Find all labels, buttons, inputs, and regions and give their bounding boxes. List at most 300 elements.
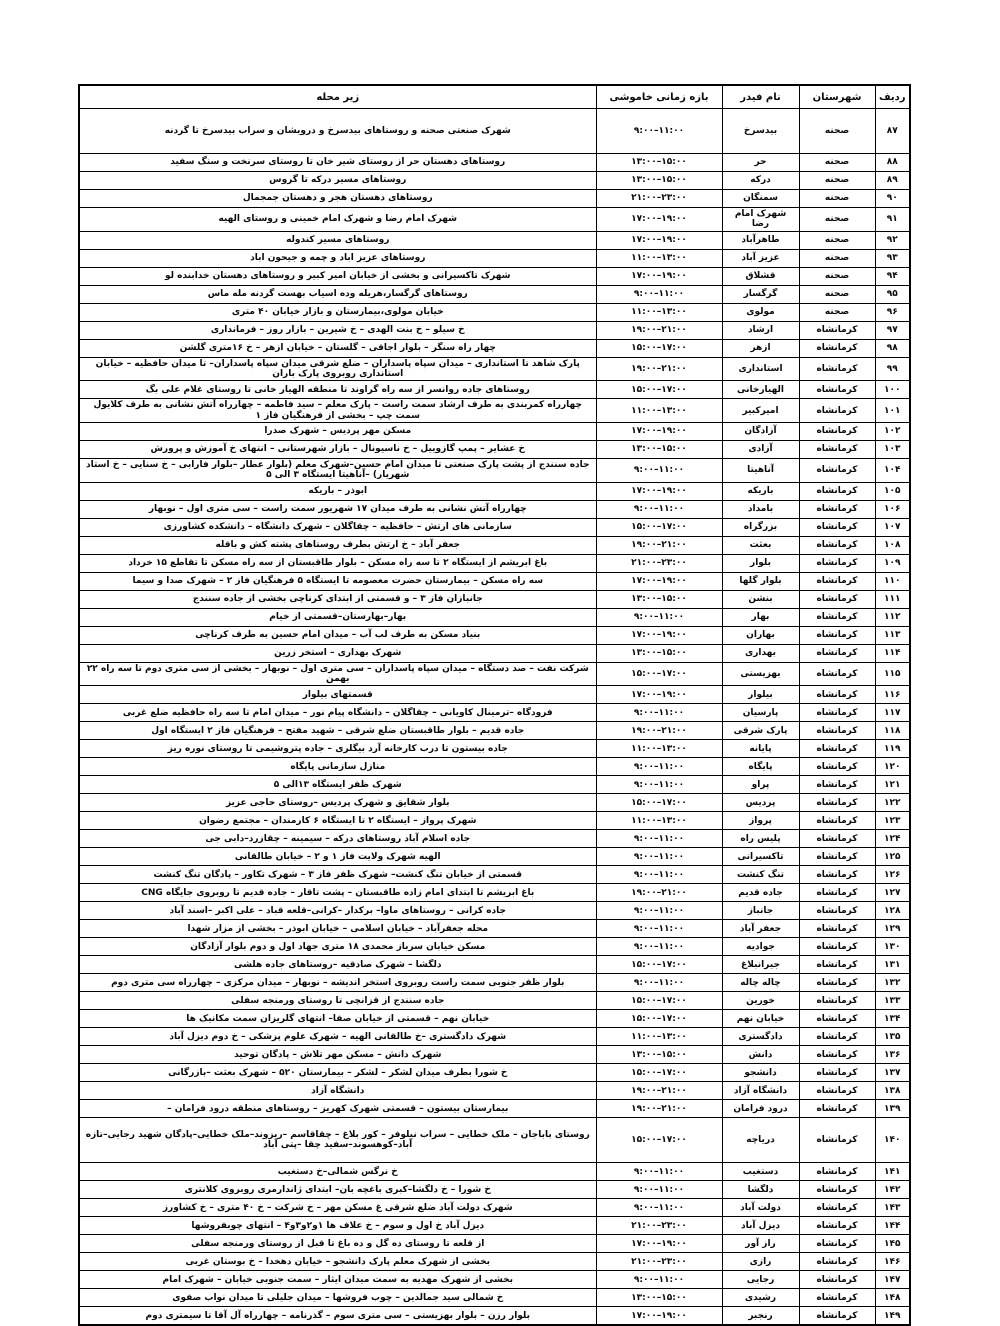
feeder-cell: تنگ کنشت — [722, 866, 799, 884]
county-cell: کرمانشاه — [799, 1199, 875, 1217]
time-cell: ۱۹:۰۰–۲۱:۰۰ — [596, 536, 722, 554]
area-cell: جعفر آباد – خ ارتش بطرف روستاهای پشته کش و باقله — [79, 536, 596, 554]
feeder-cell: بیلوار — [722, 686, 799, 704]
feeder-cell: چاله چاله — [722, 974, 799, 992]
table-row — [79, 1253, 910, 1271]
time-cell: ۹:۰۰–۱۱:۰۰ — [596, 1163, 722, 1181]
header-outage-time: بازه زمانی خاموشی — [596, 85, 722, 109]
county-cell: کرمانشاه — [799, 423, 875, 441]
feeder-cell: سمنگان — [722, 190, 799, 208]
county-cell: کرمانشاه — [799, 866, 875, 884]
area-cell: شهرک پرواز – ایستگاه ۲ تا ایستگاه ۶ کارمندان – مجتمع رضوان — [79, 812, 596, 830]
table-row — [79, 1289, 910, 1307]
row-number-cell: ۱۴۴ — [875, 1217, 910, 1235]
feeder-cell: گرگسار — [722, 285, 799, 303]
table-row — [79, 536, 910, 554]
county-cell: صحنه — [799, 267, 875, 285]
header-county: شهرستان — [799, 85, 875, 109]
area-cell: مسکن خیابان سرباز محمدی ۱۸ متری جهاد اول و دوم بلوار آزادگان — [79, 938, 596, 956]
table-row — [79, 172, 910, 190]
time-cell: ۱۳:۰۰–۱۵:۰۰ — [596, 644, 722, 662]
row-number-cell: ۱۰۲ — [875, 423, 910, 441]
area-cell: سازمانی های ارتش – حافظیه – چقاگلان – شهرک دانشگاه – دانشکده کشاورزی — [79, 518, 596, 536]
county-cell: کرمانشاه — [799, 590, 875, 608]
time-cell: ۱۹:۰۰–۲۱:۰۰ — [596, 722, 722, 740]
area-cell: شهرک دولت آباد ضلع شرقی غ مسکن مهر – خ شرکت – خ ۴۰ متری – خ کشاورز — [79, 1199, 596, 1217]
feeder-cell: بنشن — [722, 590, 799, 608]
feeder-cell: بهار — [722, 608, 799, 626]
row-number-cell: ۱۰۷ — [875, 518, 910, 536]
row-number-cell: ۸۸ — [875, 154, 910, 172]
row-number-cell: ۱۳۱ — [875, 956, 910, 974]
area-cell: دانشگاه آزاد — [79, 1082, 596, 1100]
area-cell: بخشی از شهرک مهدیه به سمت میدان ایثار – سمت جنوبی خیابان – شهرک امام — [79, 1271, 596, 1289]
area-cell: چهارراه آتش نشانی به طرف میدان ۱۷ شهریور سمت راست – سی متری اول – نوبهار — [79, 500, 596, 518]
feeder-cell: پرواز — [722, 812, 799, 830]
table-row — [79, 938, 910, 956]
time-cell: ۱۵:۰۰–۱۷:۰۰ — [596, 992, 722, 1010]
time-cell: ۲۱:۰۰–۲۳:۰۰ — [596, 190, 722, 208]
time-cell: ۱۹:۰۰–۲۱:۰۰ — [596, 321, 722, 339]
table-row — [79, 109, 910, 154]
row-number-cell: ۱۱۲ — [875, 608, 910, 626]
row-number-cell: ۱۰۶ — [875, 500, 910, 518]
table-row — [79, 974, 910, 992]
row-number-cell: ۱۴۰ — [875, 1118, 910, 1163]
county-cell: صحنه — [799, 154, 875, 172]
area-cell: الهیه شهرک ولایت فاز ۱ و ۲ – خیابان طالقانی — [79, 848, 596, 866]
time-cell: ۱۷:۰۰–۱۹:۰۰ — [596, 1307, 722, 1326]
county-cell: کرمانشاه — [799, 608, 875, 626]
feeder-cell: رازی — [722, 1253, 799, 1271]
table-row — [79, 758, 910, 776]
county-cell: کرمانشاه — [799, 974, 875, 992]
time-cell: ۱۹:۰۰–۲۱:۰۰ — [596, 1100, 722, 1118]
area-cell: بخشی از شهرک معلم پارک دانشجو – خیابان دهخدا – خ بوستان غربی — [79, 1253, 596, 1271]
area-cell: قسمتی از خیابان تنگ کنشت– شهرک ظفر فاز ۳ – شهرک تکاور – پادگان تنگ کنشت — [79, 866, 596, 884]
area-cell: روستاهای دهستان حر از روستای شیر خان تا روستای سرنخت و سنگ سفید — [79, 154, 596, 172]
area-cell: بلوار رزن – بلوار بهزیستی – سی متری سوم – گذرنامه – چهارراه آل آقا تا سیمتری دوم — [79, 1307, 596, 1326]
area-cell: روستاهای مسیر درکه تا گروس — [79, 172, 596, 190]
county-cell: صحنه — [799, 109, 875, 154]
area-cell: بلوار ظفر جنوبی سمت راست روبروی استخر اندیشه – نوبهار – میدان مرکزی – چهارراه سی متری دوم — [79, 974, 596, 992]
table-row — [79, 1163, 910, 1181]
area-cell: پارک شاهد تا استانداری – میدان سپاه پاسداران – ضلع شرقی میدان سپاه پاسداران– تا میدان حافظیه – خیابان استانداری روبروی پارک باران — [79, 357, 596, 381]
feeder-cell: درود فرامان — [722, 1100, 799, 1118]
feeder-cell: شهرک امام رضا — [722, 208, 799, 232]
table-row — [79, 902, 910, 920]
time-cell: ۱۷:۰۰–۱۹:۰۰ — [596, 686, 722, 704]
table-row — [79, 249, 910, 267]
time-cell: ۱۵:۰۰–۱۷:۰۰ — [596, 339, 722, 357]
row-number-cell: ۱۱۴ — [875, 644, 910, 662]
area-cell: شرکت نفت – صد دستگاه – میدان سپاه پاسداران – سی متری اول – نوبهار – بخشی از سی متری دوم تا سه راه ۲۲ بهمن — [79, 662, 596, 686]
table-row — [79, 441, 910, 459]
time-cell: ۱۳:۰۰–۱۵:۰۰ — [596, 590, 722, 608]
feeder-cell: ارشاد — [722, 321, 799, 339]
row-number-cell: ۸۷ — [875, 109, 910, 154]
area-cell: چهار راه سنگر – بلوار اجاقی – گلستان – خیابان ازهر – خ ۱۶متری گلشن — [79, 339, 596, 357]
area-cell: خیابان مولوی،بیمارستان و بازار خیابان ۴۰ متری — [79, 303, 596, 321]
time-cell: ۱۵:۰۰–۱۷:۰۰ — [596, 662, 722, 686]
feeder-cell: پایانه — [722, 740, 799, 758]
row-number-cell: ۱۰۴ — [875, 459, 910, 483]
feeder-cell: خورین — [722, 992, 799, 1010]
feeder-cell: پراو — [722, 776, 799, 794]
row-number-cell: ۱۳۹ — [875, 1100, 910, 1118]
feeder-cell: الهیارخانی — [722, 381, 799, 399]
area-cell: سه راه مسکن – بیمارستان حضرت معصومه تا ایستگاه ۵ فرهنگیان فاز ۲ – شهرک صدا و سیما — [79, 572, 596, 590]
time-cell: ۱۹:۰۰–۲۱:۰۰ — [596, 1082, 722, 1100]
row-number-cell: ۱۴۹ — [875, 1307, 910, 1326]
county-cell: کرمانشاه — [799, 536, 875, 554]
feeder-cell: دیزل آباد — [722, 1217, 799, 1235]
table-row — [79, 1046, 910, 1064]
feeder-cell: بهزیستی — [722, 662, 799, 686]
time-cell: ۱۷:۰۰–۱۹:۰۰ — [596, 572, 722, 590]
time-cell: ۱۵:۰۰–۱۷:۰۰ — [596, 956, 722, 974]
area-cell: فرودگاه –ترمینال کاویانی – چقاگلان – دانشگاه پیام نور – میدان امام تا سه راه حافظیه ضلع غربی — [79, 704, 596, 722]
area-cell: روستاهای دهستان هجر و دهستان جمجمال — [79, 190, 596, 208]
row-number-cell: ۹۳ — [875, 249, 910, 267]
time-cell: ۹:۰۰–۱۱:۰۰ — [596, 830, 722, 848]
time-cell: ۹:۰۰–۱۱:۰۰ — [596, 109, 722, 154]
row-number-cell: ۱۳۶ — [875, 1046, 910, 1064]
feeder-cell: امیرکبیر — [722, 399, 799, 423]
row-number-cell: ۱۲۳ — [875, 812, 910, 830]
county-cell: کرمانشاه — [799, 357, 875, 381]
feeder-cell: بیدسرخ — [722, 109, 799, 154]
table-row — [79, 848, 910, 866]
county-cell: کرمانشاه — [799, 776, 875, 794]
table-row — [79, 1064, 910, 1082]
row-number-cell: ۱۱۱ — [875, 590, 910, 608]
row-number-cell: ۸۹ — [875, 172, 910, 190]
county-cell: صحنه — [799, 172, 875, 190]
area-cell: خ عشایر – پمپ گازوییل – خ ناسیونال – بازار شهرستانی – انتهای خ آموزش و پرورش — [79, 441, 596, 459]
time-cell: ۲۱:۰۰–۲۳:۰۰ — [596, 1253, 722, 1271]
time-cell: ۱۱:۰۰–۱۳:۰۰ — [596, 303, 722, 321]
row-number-cell: ۱۲۴ — [875, 830, 910, 848]
table-row — [79, 1082, 910, 1100]
table-row — [79, 812, 910, 830]
table-row — [79, 722, 910, 740]
time-cell: ۱۷:۰۰–۱۹:۰۰ — [596, 267, 722, 285]
row-number-cell: ۱۱۰ — [875, 572, 910, 590]
time-cell: ۱۳:۰۰–۱۵:۰۰ — [596, 1046, 722, 1064]
time-cell: ۹:۰۰–۱۱:۰۰ — [596, 902, 722, 920]
area-cell: روستای باباجان – ملک خطایی – سراب نیلوفر – کور بلاغ – چقاقاسم –ریزوند–ملک خطایی–پادگان شهید رجایی–تازه آباد–کوهسوند–سفید چقا –پتی آباد — [79, 1118, 596, 1163]
time-cell: ۹:۰۰–۱۱:۰۰ — [596, 459, 722, 483]
time-cell: ۹:۰۰–۱۱:۰۰ — [596, 920, 722, 938]
header-feeder-name: نام فیدر — [722, 85, 799, 109]
feeder-cell: دلگشا — [722, 1181, 799, 1199]
area-cell: روستاهای مسیر کندوله — [79, 231, 596, 249]
table-row — [79, 1118, 910, 1163]
county-cell: کرمانشاه — [799, 920, 875, 938]
table-header-row — [79, 85, 910, 109]
feeder-cell: دانشگاه آزاد — [722, 1082, 799, 1100]
area-cell: بیمارستان بیستون – قسمتی شهرک کهریز – روستاهای منطقه درود فرامان – — [79, 1100, 596, 1118]
table-row — [79, 644, 910, 662]
row-number-cell: ۱۰۹ — [875, 554, 910, 572]
county-cell: صحنه — [799, 190, 875, 208]
time-cell: ۱۱:۰۰–۱۳:۰۰ — [596, 1028, 722, 1046]
row-number-cell: ۱۱۵ — [875, 662, 910, 686]
county-cell: کرمانشاه — [799, 1118, 875, 1163]
time-cell: ۱۷:۰۰–۱۹:۰۰ — [596, 1235, 722, 1253]
feeder-cell: تاکسیرانی — [722, 848, 799, 866]
county-cell: کرمانشاه — [799, 740, 875, 758]
table-row — [79, 608, 910, 626]
table-row — [79, 231, 910, 249]
county-cell: کرمانشاه — [799, 902, 875, 920]
row-number-cell: ۱۲۵ — [875, 848, 910, 866]
table-row — [79, 518, 910, 536]
table-row — [79, 686, 910, 704]
table-row — [79, 1271, 910, 1289]
county-cell: کرمانشاه — [799, 399, 875, 423]
time-cell: ۱۷:۰۰–۱۹:۰۰ — [596, 231, 722, 249]
area-cell: جاده سنندج از پشت پارک صنعتی تا میدان امام حسین–شهرک معلم (بلوار عطار –بلوار فارابی – خ سنایی – خ استاد شهریار) –آناهیتا ایستگاه ۳ الی ۵ — [79, 459, 596, 483]
county-cell: کرمانشاه — [799, 518, 875, 536]
row-number-cell: ۱۱۷ — [875, 704, 910, 722]
feeder-cell: بهداری — [722, 644, 799, 662]
county-cell: کرمانشاه — [799, 794, 875, 812]
row-number-cell: ۱۳۲ — [875, 974, 910, 992]
area-cell: شهرک دادگستری –خ طالقانی الهیه – شهرک علوم پزشکی – خ دوم دیزل آباد — [79, 1028, 596, 1046]
row-number-cell: ۱۱۶ — [875, 686, 910, 704]
table-row — [79, 740, 910, 758]
county-cell: کرمانشاه — [799, 1217, 875, 1235]
county-cell: صحنه — [799, 303, 875, 321]
row-number-cell: ۱۳۰ — [875, 938, 910, 956]
row-number-cell: ۱۴۱ — [875, 1163, 910, 1181]
county-cell: کرمانشاه — [799, 1082, 875, 1100]
county-cell: کرمانشاه — [799, 1271, 875, 1289]
feeder-cell: مولوی — [722, 303, 799, 321]
row-number-cell: ۱۴۵ — [875, 1235, 910, 1253]
table-row — [79, 590, 910, 608]
row-number-cell: ۱۴۷ — [875, 1271, 910, 1289]
time-cell: ۱۹:۰۰–۲۱:۰۰ — [596, 357, 722, 381]
time-cell: ۱۳:۰۰–۱۵:۰۰ — [596, 1289, 722, 1307]
feeder-cell: دولت آباد — [722, 1199, 799, 1217]
feeder-cell: رشیدی — [722, 1289, 799, 1307]
feeder-cell: بعثت — [722, 536, 799, 554]
area-cell: خ سیلو – خ بنت الهدی – خ شیرین – بازار روز – فرمانداری — [79, 321, 596, 339]
county-cell: کرمانشاه — [799, 1028, 875, 1046]
table-row — [79, 1028, 910, 1046]
table-row — [79, 154, 910, 172]
table-row — [79, 776, 910, 794]
time-cell: ۹:۰۰–۱۱:۰۰ — [596, 285, 722, 303]
table-row — [79, 920, 910, 938]
time-cell: ۱۱:۰۰–۱۳:۰۰ — [596, 249, 722, 267]
row-number-cell: ۱۱۹ — [875, 740, 910, 758]
time-cell: ۹:۰۰–۱۱:۰۰ — [596, 866, 722, 884]
time-cell: ۱۵:۰۰–۱۷:۰۰ — [596, 518, 722, 536]
area-cell: جاده بیستون تا درب کارخانه آرد بیگلری – جاده پتروشیمی تا روستای نوره ریز — [79, 740, 596, 758]
area-cell: خ شمالی سید جمالدین – چوب فروشها – میدان جلیلی تا میدان نواب صفوی — [79, 1289, 596, 1307]
area-cell: شهرک بهداری – استخر زرین — [79, 644, 596, 662]
feeder-cell: درکه — [722, 172, 799, 190]
area-cell: روستاهای عزیز اباد و چمه و جیحون اباد — [79, 249, 596, 267]
time-cell: ۲۱:۰۰–۲۳:۰۰ — [596, 1217, 722, 1235]
time-cell: ۹:۰۰–۱۱:۰۰ — [596, 1199, 722, 1217]
feeder-cell: قشلاق — [722, 267, 799, 285]
time-cell: ۱۵:۰۰–۱۷:۰۰ — [596, 381, 722, 399]
row-number-cell: ۹۸ — [875, 339, 910, 357]
row-number-cell: ۱۴۶ — [875, 1253, 910, 1271]
header-sub-neighborhood: زیر محله — [79, 85, 596, 109]
area-cell: شهرک ظفر ایستگاه ۱۳الی ۵ — [79, 776, 596, 794]
area-cell: خ شورا بطرف میدان لشکر – لشکر – بیمارستان ۵۲۰ – شهرک بعثت –بازرگانی — [79, 1064, 596, 1082]
time-cell: ۲۱:۰۰–۲۳:۰۰ — [596, 554, 722, 572]
table-row — [79, 572, 910, 590]
feeder-cell: پردیس — [722, 794, 799, 812]
area-cell: جاده قدیم – بلوار طاقبستان ضلع شرقی – شهید مفتح – فرهنگیان فاز ۲ ایستگاه اول — [79, 722, 596, 740]
table-row — [79, 1181, 910, 1199]
area-cell: قسمتهای بیلوار — [79, 686, 596, 704]
time-cell: ۹:۰۰–۱۱:۰۰ — [596, 608, 722, 626]
time-cell: ۹:۰۰–۱۱:۰۰ — [596, 938, 722, 956]
county-cell: کرمانشاه — [799, 459, 875, 483]
table-row — [79, 1199, 910, 1217]
table-row — [79, 1010, 910, 1028]
row-number-cell: ۱۰۱ — [875, 399, 910, 423]
area-cell: چهارراه کمربندی به طرف ارشاد سمت راست – پارک معلم – سید فاطمه – چهارراه آتش نشانی به طرف کلایول سمت چپ – بخشی از فرهنگیان فاز ۱ — [79, 399, 596, 423]
feeder-cell: پارسیان — [722, 704, 799, 722]
feeder-cell: حر — [722, 154, 799, 172]
county-cell: کرمانشاه — [799, 1064, 875, 1082]
county-cell: کرمانشاه — [799, 626, 875, 644]
table-row — [79, 956, 910, 974]
feeder-cell: پایگاه — [722, 758, 799, 776]
row-number-cell: ۱۳۴ — [875, 1010, 910, 1028]
row-number-cell: ۱۳۷ — [875, 1064, 910, 1082]
row-number-cell: ۱۰۰ — [875, 381, 910, 399]
feeder-cell: طاهرآباد — [722, 231, 799, 249]
row-number-cell: ۱۲۹ — [875, 920, 910, 938]
feeder-cell: جانباز — [722, 902, 799, 920]
feeder-cell: دستغیب — [722, 1163, 799, 1181]
time-cell: ۹:۰۰–۱۱:۰۰ — [596, 1181, 722, 1199]
feeder-cell: بزرگراه — [722, 518, 799, 536]
feeder-cell: بلوار گلها — [722, 572, 799, 590]
time-cell: ۱۹:۰۰–۲۱:۰۰ — [596, 884, 722, 902]
feeder-cell: عزیز آباد — [722, 249, 799, 267]
feeder-cell: استانداری — [722, 357, 799, 381]
row-number-cell: ۱۴۳ — [875, 1199, 910, 1217]
table-row — [79, 321, 910, 339]
row-number-cell: ۱۳۳ — [875, 992, 910, 1010]
county-cell: کرمانشاه — [799, 662, 875, 686]
table-row — [79, 884, 910, 902]
county-cell: کرمانشاه — [799, 992, 875, 1010]
area-cell: خ نرگس شمالی–خ دستغیب — [79, 1163, 596, 1181]
outage-schedule-table — [78, 84, 911, 1326]
feeder-cell: پارک شرقی — [722, 722, 799, 740]
county-cell: کرمانشاه — [799, 938, 875, 956]
table-row — [79, 208, 910, 232]
feeder-cell: دانش — [722, 1046, 799, 1064]
row-number-cell: ۱۲۸ — [875, 902, 910, 920]
time-cell: ۹:۰۰–۱۱:۰۰ — [596, 776, 722, 794]
time-cell: ۱۱:۰۰–۱۳:۰۰ — [596, 812, 722, 830]
table-row — [79, 830, 910, 848]
county-cell: کرمانشاه — [799, 1181, 875, 1199]
county-cell: کرمانشاه — [799, 830, 875, 848]
county-cell: کرمانشاه — [799, 482, 875, 500]
row-number-cell: ۱۱۳ — [875, 626, 910, 644]
area-cell: جاده سنندج از قزانچی تا روستای ورمنجه سفلی — [79, 992, 596, 1010]
row-number-cell: ۱۰۸ — [875, 536, 910, 554]
county-cell: کرمانشاه — [799, 848, 875, 866]
county-cell: کرمانشاه — [799, 500, 875, 518]
header-row-number: ردیف — [875, 85, 910, 109]
county-cell: کرمانشاه — [799, 1100, 875, 1118]
table-row — [79, 285, 910, 303]
table-body — [79, 109, 910, 1326]
table-row — [79, 357, 910, 381]
county-cell: کرمانشاه — [799, 1010, 875, 1028]
county-cell: کرمانشاه — [799, 704, 875, 722]
row-number-cell: ۹۰ — [875, 190, 910, 208]
table-row — [79, 339, 910, 357]
feeder-cell: رنجبر — [722, 1307, 799, 1326]
table-row — [79, 303, 910, 321]
time-cell: ۱۵:۰۰–۱۷:۰۰ — [596, 1064, 722, 1082]
area-cell: بهار–بهارستان–قسمتی از خیام — [79, 608, 596, 626]
table-row — [79, 626, 910, 644]
table-row — [79, 482, 910, 500]
table-row — [79, 381, 910, 399]
area-cell: مسکن مهر پردیس – شهرک صدرا — [79, 423, 596, 441]
row-number-cell: ۹۹ — [875, 357, 910, 381]
table-row — [79, 459, 910, 483]
county-cell: کرمانشاه — [799, 956, 875, 974]
row-number-cell: ۱۴۲ — [875, 1181, 910, 1199]
table-row — [79, 866, 910, 884]
county-cell: صحنه — [799, 285, 875, 303]
table-row — [79, 794, 910, 812]
time-cell: ۹:۰۰–۱۱:۰۰ — [596, 758, 722, 776]
area-cell: بلوار شقایق و شهرک پردیس –روستای حاجی عزیز — [79, 794, 596, 812]
table-row — [79, 267, 910, 285]
feeder-cell: دادگستری — [722, 1028, 799, 1046]
table-row — [79, 554, 910, 572]
feeder-cell: بلوار — [722, 554, 799, 572]
county-cell: کرمانشاه — [799, 1163, 875, 1181]
feeder-cell: پلیس راه — [722, 830, 799, 848]
table-row — [79, 1100, 910, 1118]
area-cell: شهرک امام رضا و شهرک امام خمینی و روستای الهیه — [79, 208, 596, 232]
county-cell: کرمانشاه — [799, 381, 875, 399]
row-number-cell: ۱۲۱ — [875, 776, 910, 794]
county-cell: کرمانشاه — [799, 441, 875, 459]
feeder-cell: خیابان نهم — [722, 1010, 799, 1028]
feeder-cell: جاده قدیم — [722, 884, 799, 902]
county-cell: کرمانشاه — [799, 758, 875, 776]
area-cell: ابوذر – باریکه — [79, 482, 596, 500]
area-cell: خیابان نهم – قسمتی از خیابان صفا– انتهای گلریزان سمت مکانیک ها — [79, 1010, 596, 1028]
county-cell: صحنه — [799, 208, 875, 232]
feeder-cell: جوادیه — [722, 938, 799, 956]
row-number-cell: ۱۲۲ — [875, 794, 910, 812]
time-cell: ۹:۰۰–۱۱:۰۰ — [596, 500, 722, 518]
feeder-cell: آزادی — [722, 441, 799, 459]
